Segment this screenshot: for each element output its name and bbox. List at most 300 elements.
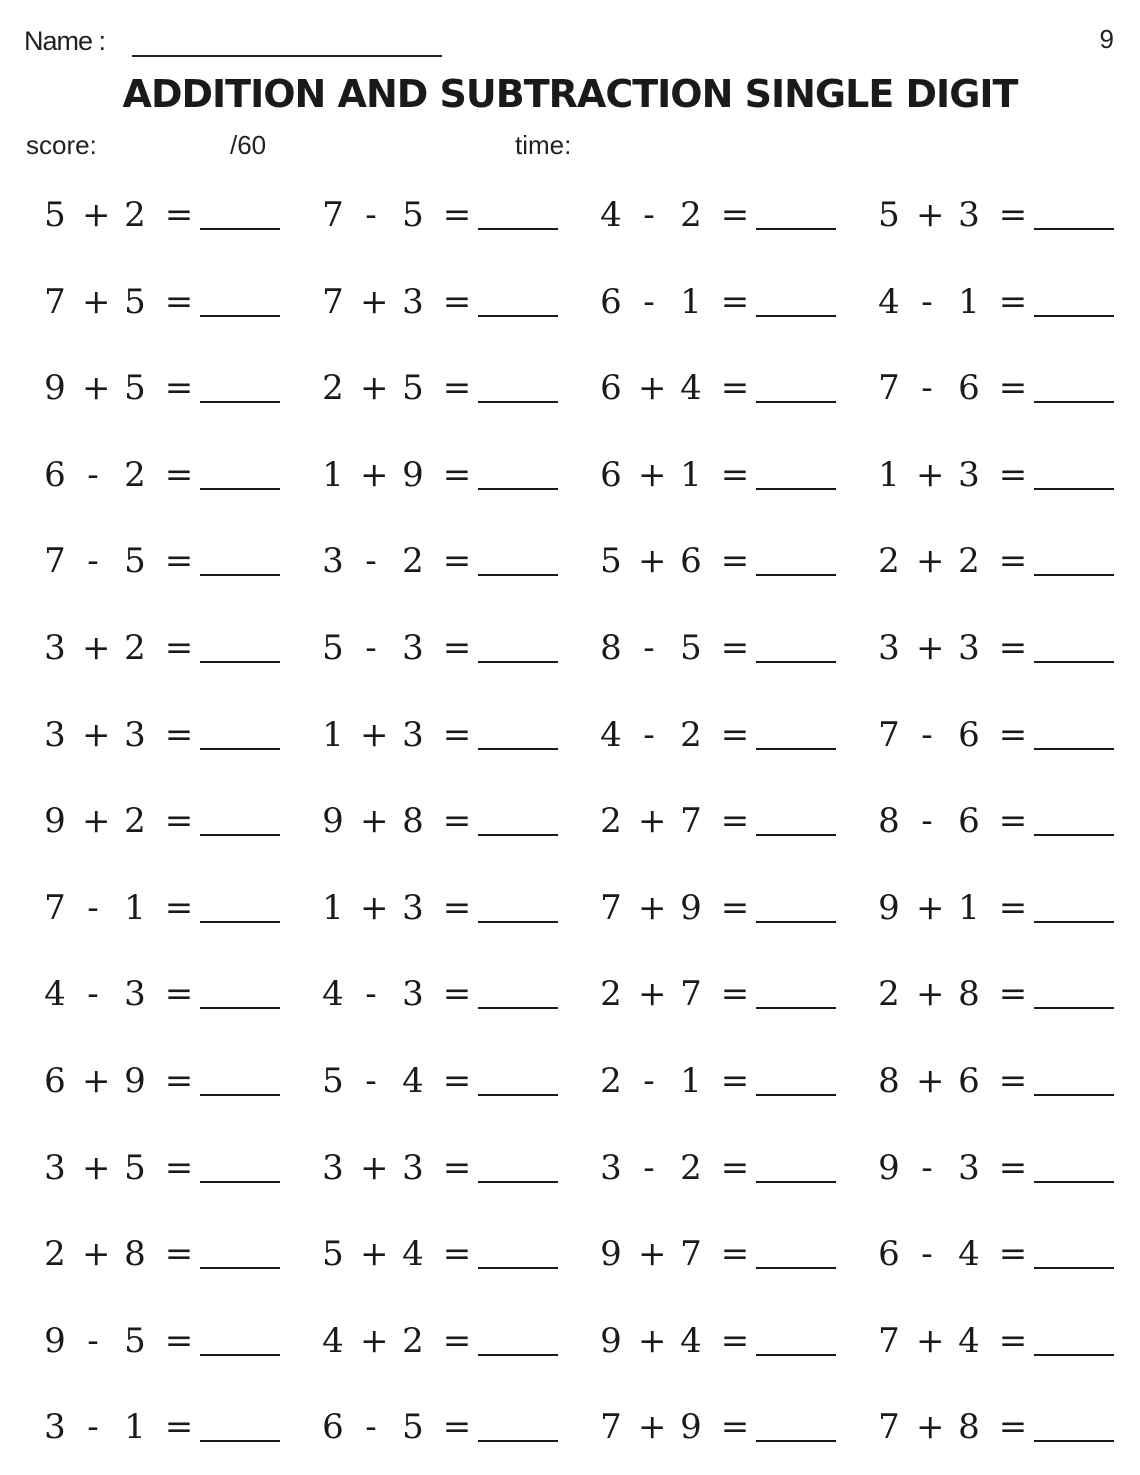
answer-blank[interactable] (200, 228, 280, 230)
problem-item (600, 883, 840, 933)
problem-operator: + (82, 801, 111, 841)
problem-second-number: 3 (958, 195, 980, 235)
answer-blank[interactable] (1034, 748, 1114, 750)
problem-item (322, 796, 562, 846)
answer-blank[interactable] (200, 401, 280, 403)
problem-first-number: 9 (44, 801, 66, 841)
problem-equals-sign: = (720, 282, 750, 322)
problem-equals-sign: = (164, 628, 194, 668)
answer-blank[interactable] (200, 1354, 280, 1356)
problem-first-number: 5 (322, 1234, 344, 1274)
problem-operator: + (360, 1234, 389, 1274)
problem-operator: + (916, 628, 945, 668)
answer-blank[interactable] (1034, 1267, 1114, 1269)
problem-second-number: 1 (124, 1407, 146, 1447)
problem-operator: + (360, 1321, 389, 1361)
problem-equals-sign: = (442, 368, 472, 408)
problem-second-number: 2 (124, 628, 146, 668)
problem-first-number: 2 (44, 1234, 66, 1274)
problem-item (878, 969, 1118, 1019)
answer-blank[interactable] (478, 488, 558, 490)
problem-item (878, 1143, 1118, 1193)
answer-blank[interactable] (1034, 315, 1114, 317)
problem-first-number: 3 (44, 1407, 66, 1447)
problem-operator: + (82, 195, 111, 235)
problem-item (322, 190, 562, 240)
answer-blank[interactable] (1034, 574, 1114, 576)
answer-blank[interactable] (478, 574, 558, 576)
problem-first-number: 9 (878, 1148, 900, 1188)
answer-blank[interactable] (756, 574, 836, 576)
problem-equals-sign: = (442, 888, 472, 928)
problem-equals-sign: = (998, 195, 1028, 235)
problem-second-number: 1 (680, 455, 702, 495)
problem-first-number: 3 (322, 1148, 344, 1188)
problem-first-number: 4 (322, 1321, 344, 1361)
problem-operator: - (365, 1407, 377, 1447)
problem-item (322, 1402, 562, 1452)
problem-item (44, 623, 284, 673)
problem-first-number: 6 (878, 1234, 900, 1274)
problem-second-number: 1 (124, 888, 146, 928)
problem-operator: + (638, 1321, 667, 1361)
problem-item (600, 363, 840, 413)
problem-operator: + (360, 888, 389, 928)
problem-first-number: 5 (322, 1061, 344, 1101)
problem-operator: - (643, 1148, 655, 1188)
answer-blank[interactable] (1034, 488, 1114, 490)
answer-blank[interactable] (756, 315, 836, 317)
problem-equals-sign: = (442, 715, 472, 755)
problem-item (600, 450, 840, 500)
answer-blank[interactable] (200, 1094, 280, 1096)
problem-second-number: 5 (124, 282, 146, 322)
answer-blank[interactable] (1034, 1440, 1114, 1442)
problem-second-number: 5 (124, 1148, 146, 1188)
problem-equals-sign: = (442, 1234, 472, 1274)
problem-second-number: 7 (680, 1234, 702, 1274)
answer-blank[interactable] (478, 1094, 558, 1096)
problem-equals-sign: = (164, 1234, 194, 1274)
problem-first-number: 9 (600, 1321, 622, 1361)
answer-blank[interactable] (478, 401, 558, 403)
problem-first-number: 9 (322, 801, 344, 841)
problem-operator: + (638, 1407, 667, 1447)
problem-second-number: 7 (680, 974, 702, 1014)
answer-blank[interactable] (200, 1007, 280, 1009)
problem-item (322, 1143, 562, 1193)
problem-item (44, 1229, 284, 1279)
answer-blank[interactable] (478, 661, 558, 663)
problem-second-number: 1 (958, 282, 980, 322)
problem-second-number: 7 (680, 801, 702, 841)
answer-blank[interactable] (200, 1181, 280, 1183)
problem-second-number: 4 (402, 1234, 424, 1274)
problem-equals-sign: = (720, 1407, 750, 1447)
problem-second-number: 3 (402, 888, 424, 928)
problem-operator: - (643, 1061, 655, 1101)
problem-equals-sign: = (442, 1407, 472, 1447)
problem-equals-sign: = (998, 974, 1028, 1014)
problem-operator: + (82, 715, 111, 755)
problem-first-number: 2 (600, 801, 622, 841)
problem-first-number: 3 (878, 628, 900, 668)
problem-grid (0, 190, 1140, 1470)
answer-blank[interactable] (200, 1440, 280, 1442)
problem-operator: + (82, 1234, 111, 1274)
problem-second-number: 3 (958, 1148, 980, 1188)
problem-equals-sign: = (720, 715, 750, 755)
answer-blank[interactable] (1034, 1181, 1114, 1183)
problem-equals-sign: = (720, 1061, 750, 1101)
answer-blank[interactable] (1034, 1094, 1114, 1096)
problem-item (600, 1143, 840, 1193)
problem-equals-sign: = (720, 801, 750, 841)
answer-blank[interactable] (1034, 921, 1114, 923)
problem-equals-sign: = (442, 1321, 472, 1361)
problem-item (44, 190, 284, 240)
answer-blank[interactable] (478, 748, 558, 750)
answer-blank[interactable] (1034, 1354, 1114, 1356)
problem-first-number: 7 (600, 1407, 622, 1447)
problem-operator: + (638, 1234, 667, 1274)
problem-first-number: 2 (322, 368, 344, 408)
problem-item (44, 710, 284, 760)
problem-item (44, 450, 284, 500)
problem-operator: - (87, 974, 99, 1014)
name-input-line[interactable] (132, 55, 442, 57)
problem-second-number: 8 (958, 974, 980, 1014)
problem-equals-sign: = (442, 974, 472, 1014)
problem-operator: + (916, 974, 945, 1014)
problem-item (322, 710, 562, 760)
problem-second-number: 6 (958, 368, 980, 408)
problem-second-number: 8 (958, 1407, 980, 1447)
problem-item (44, 883, 284, 933)
problem-first-number: 1 (878, 455, 900, 495)
problem-item (878, 363, 1118, 413)
answer-blank[interactable] (478, 834, 558, 836)
problem-equals-sign: = (442, 541, 472, 581)
problem-first-number: 3 (44, 1148, 66, 1188)
problem-equals-sign: = (442, 282, 472, 322)
problem-equals-sign: = (442, 801, 472, 841)
problem-operator: - (921, 368, 933, 408)
answer-blank[interactable] (200, 921, 280, 923)
problem-first-number: 3 (44, 628, 66, 668)
problem-operator: - (87, 541, 99, 581)
problem-equals-sign: = (998, 1407, 1028, 1447)
problem-operator: - (643, 628, 655, 668)
problem-equals-sign: = (164, 195, 194, 235)
problem-operator: - (921, 715, 933, 755)
problem-first-number: 7 (322, 195, 344, 235)
problem-item (878, 536, 1118, 586)
problem-operator: - (921, 282, 933, 322)
problem-second-number: 2 (958, 541, 980, 581)
problem-equals-sign: = (720, 628, 750, 668)
problem-equals-sign: = (998, 1234, 1028, 1274)
problem-first-number: 1 (322, 888, 344, 928)
problem-second-number: 6 (958, 715, 980, 755)
page-number: 9 (1099, 24, 1114, 54)
answer-blank[interactable] (756, 1181, 836, 1183)
problem-second-number: 8 (124, 1234, 146, 1274)
problem-second-number: 5 (124, 541, 146, 581)
problem-first-number: 2 (878, 541, 900, 581)
problem-equals-sign: = (164, 541, 194, 581)
problem-second-number: 5 (124, 1321, 146, 1361)
answer-blank[interactable] (756, 921, 836, 923)
problem-equals-sign: = (164, 1148, 194, 1188)
problem-operator: + (638, 368, 667, 408)
problem-first-number: 4 (878, 282, 900, 322)
problem-second-number: 3 (402, 628, 424, 668)
problem-item (322, 536, 562, 586)
problem-first-number: 7 (44, 282, 66, 322)
problem-first-number: 7 (44, 888, 66, 928)
problem-second-number: 4 (680, 1321, 702, 1361)
problem-first-number: 2 (600, 974, 622, 1014)
answer-blank[interactable] (756, 661, 836, 663)
problem-item (878, 450, 1118, 500)
problem-item (44, 1143, 284, 1193)
problem-first-number: 9 (878, 888, 900, 928)
problem-second-number: 6 (958, 801, 980, 841)
problem-item (878, 1402, 1118, 1452)
answer-blank[interactable] (200, 748, 280, 750)
problem-item (600, 536, 840, 586)
problem-operator: + (916, 1321, 945, 1361)
problem-equals-sign: = (164, 715, 194, 755)
problem-equals-sign: = (164, 455, 194, 495)
problem-first-number: 7 (878, 1407, 900, 1447)
answer-blank[interactable] (200, 834, 280, 836)
problem-operator: + (916, 195, 945, 235)
answer-blank[interactable] (478, 921, 558, 923)
problem-item (878, 1056, 1118, 1106)
problem-first-number: 9 (44, 368, 66, 408)
problem-operator: - (87, 1407, 99, 1447)
problem-second-number: 9 (680, 1407, 702, 1447)
problem-first-number: 2 (600, 1061, 622, 1101)
problem-equals-sign: = (720, 368, 750, 408)
problem-operator: + (638, 541, 667, 581)
problem-operator: + (82, 368, 111, 408)
problem-second-number: 1 (958, 888, 980, 928)
problem-first-number: 6 (322, 1407, 344, 1447)
answer-blank[interactable] (1034, 401, 1114, 403)
problem-second-number: 3 (402, 1148, 424, 1188)
answer-blank[interactable] (756, 1007, 836, 1009)
page-title: ADDITION AND SUBTRACTION SINGLE DIGIT (122, 72, 1018, 116)
problem-item (878, 710, 1118, 760)
problem-first-number: 7 (878, 1321, 900, 1361)
problem-first-number: 6 (44, 455, 66, 495)
answer-blank[interactable] (756, 228, 836, 230)
problem-operator: + (916, 1061, 945, 1101)
problem-second-number: 9 (402, 455, 424, 495)
problem-second-number: 3 (402, 974, 424, 1014)
problem-operator: - (365, 541, 377, 581)
problem-first-number: 8 (600, 628, 622, 668)
problem-equals-sign: = (164, 974, 194, 1014)
problem-equals-sign: = (998, 541, 1028, 581)
answer-blank[interactable] (756, 401, 836, 403)
problem-equals-sign: = (998, 628, 1028, 668)
problem-operator: - (365, 1061, 377, 1101)
problem-equals-sign: = (442, 455, 472, 495)
problem-equals-sign: = (442, 1148, 472, 1188)
problem-operator: + (916, 1407, 945, 1447)
answer-blank[interactable] (1034, 228, 1114, 230)
problem-first-number: 4 (322, 974, 344, 1014)
problem-equals-sign: = (998, 888, 1028, 928)
problem-first-number: 9 (600, 1234, 622, 1274)
answer-blank[interactable] (756, 1094, 836, 1096)
answer-blank[interactable] (200, 1267, 280, 1269)
time-label: time: (515, 130, 572, 160)
problem-item (44, 1316, 284, 1366)
answer-blank[interactable] (756, 1354, 836, 1356)
problem-operator: - (921, 801, 933, 841)
problem-operator: + (638, 455, 667, 495)
problem-second-number: 3 (124, 974, 146, 1014)
problem-equals-sign: = (998, 1148, 1028, 1188)
problem-first-number: 1 (322, 715, 344, 755)
score-label: score: (26, 130, 97, 160)
problem-second-number: 1 (680, 1061, 702, 1101)
problem-operator: + (360, 368, 389, 408)
problem-item (44, 536, 284, 586)
problem-second-number: 3 (402, 715, 424, 755)
answer-blank[interactable] (756, 1267, 836, 1269)
problem-first-number: 4 (44, 974, 66, 1014)
problem-first-number: 3 (322, 541, 344, 581)
answer-blank[interactable] (1034, 661, 1114, 663)
problem-second-number: 2 (124, 195, 146, 235)
problem-equals-sign: = (164, 282, 194, 322)
problem-equals-sign: = (720, 974, 750, 1014)
answer-blank[interactable] (756, 748, 836, 750)
answer-blank[interactable] (1034, 834, 1114, 836)
problem-item (878, 796, 1118, 846)
problem-item (600, 1229, 840, 1279)
problem-second-number: 5 (402, 195, 424, 235)
problem-item (878, 883, 1118, 933)
problem-first-number: 5 (322, 628, 344, 668)
problem-second-number: 5 (124, 368, 146, 408)
problem-operator: - (365, 974, 377, 1014)
problem-equals-sign: = (442, 195, 472, 235)
problem-operator: - (365, 628, 377, 668)
problem-equals-sign: = (442, 628, 472, 668)
problem-item (44, 363, 284, 413)
problem-second-number: 3 (958, 455, 980, 495)
problem-equals-sign: = (998, 282, 1028, 322)
answer-blank[interactable] (478, 1354, 558, 1356)
problem-item (44, 1402, 284, 1452)
problem-first-number: 8 (878, 801, 900, 841)
problem-operator: + (360, 715, 389, 755)
problem-first-number: 7 (600, 888, 622, 928)
answer-blank[interactable] (756, 488, 836, 490)
problem-first-number: 3 (600, 1148, 622, 1188)
problem-item (44, 796, 284, 846)
answer-blank[interactable] (200, 488, 280, 490)
answer-blank[interactable] (478, 1267, 558, 1269)
answer-blank[interactable] (478, 1440, 558, 1442)
problem-second-number: 4 (402, 1061, 424, 1101)
answer-blank[interactable] (200, 574, 280, 576)
problem-second-number: 5 (402, 1407, 424, 1447)
problem-item (322, 883, 562, 933)
problem-equals-sign: = (164, 368, 194, 408)
problem-second-number: 2 (124, 455, 146, 495)
problem-item (878, 623, 1118, 673)
answer-blank[interactable] (756, 834, 836, 836)
problem-second-number: 6 (680, 541, 702, 581)
problem-operator: + (360, 801, 389, 841)
problem-second-number: 5 (680, 628, 702, 668)
problem-item (322, 969, 562, 1019)
problem-equals-sign: = (720, 888, 750, 928)
problem-equals-sign: = (164, 801, 194, 841)
problem-second-number: 4 (680, 368, 702, 408)
problem-item (322, 1056, 562, 1106)
problem-item (600, 969, 840, 1019)
answer-blank[interactable] (200, 661, 280, 663)
problem-item (44, 1056, 284, 1106)
problem-first-number: 7 (878, 368, 900, 408)
problem-operator: + (916, 455, 945, 495)
problem-item (600, 796, 840, 846)
problem-first-number: 4 (600, 195, 622, 235)
problem-item (600, 710, 840, 760)
answer-blank[interactable] (756, 1440, 836, 1442)
problem-first-number: 7 (322, 282, 344, 322)
problem-item (600, 623, 840, 673)
problem-equals-sign: = (720, 1321, 750, 1361)
problem-equals-sign: = (998, 368, 1028, 408)
problem-operator: + (638, 888, 667, 928)
problem-equals-sign: = (164, 888, 194, 928)
answer-blank[interactable] (200, 315, 280, 317)
problem-second-number: 4 (958, 1321, 980, 1361)
problem-operator: - (643, 282, 655, 322)
problem-first-number: 2 (878, 974, 900, 1014)
problem-second-number: 8 (402, 801, 424, 841)
answer-blank[interactable] (478, 228, 558, 230)
answer-blank[interactable] (478, 1181, 558, 1183)
problem-operator: - (87, 888, 99, 928)
problem-item (878, 277, 1118, 327)
problem-first-number: 1 (322, 455, 344, 495)
problem-item (600, 1316, 840, 1366)
problem-second-number: 2 (680, 1148, 702, 1188)
problem-first-number: 7 (44, 541, 66, 581)
answer-blank[interactable] (478, 1007, 558, 1009)
problem-first-number: 4 (600, 715, 622, 755)
problem-first-number: 6 (600, 282, 622, 322)
answer-blank[interactable] (478, 315, 558, 317)
answer-blank[interactable] (1034, 1007, 1114, 1009)
problem-second-number: 5 (402, 368, 424, 408)
problem-second-number: 6 (958, 1061, 980, 1101)
problem-first-number: 5 (600, 541, 622, 581)
problem-operator: + (360, 1148, 389, 1188)
problem-second-number: 9 (680, 888, 702, 928)
